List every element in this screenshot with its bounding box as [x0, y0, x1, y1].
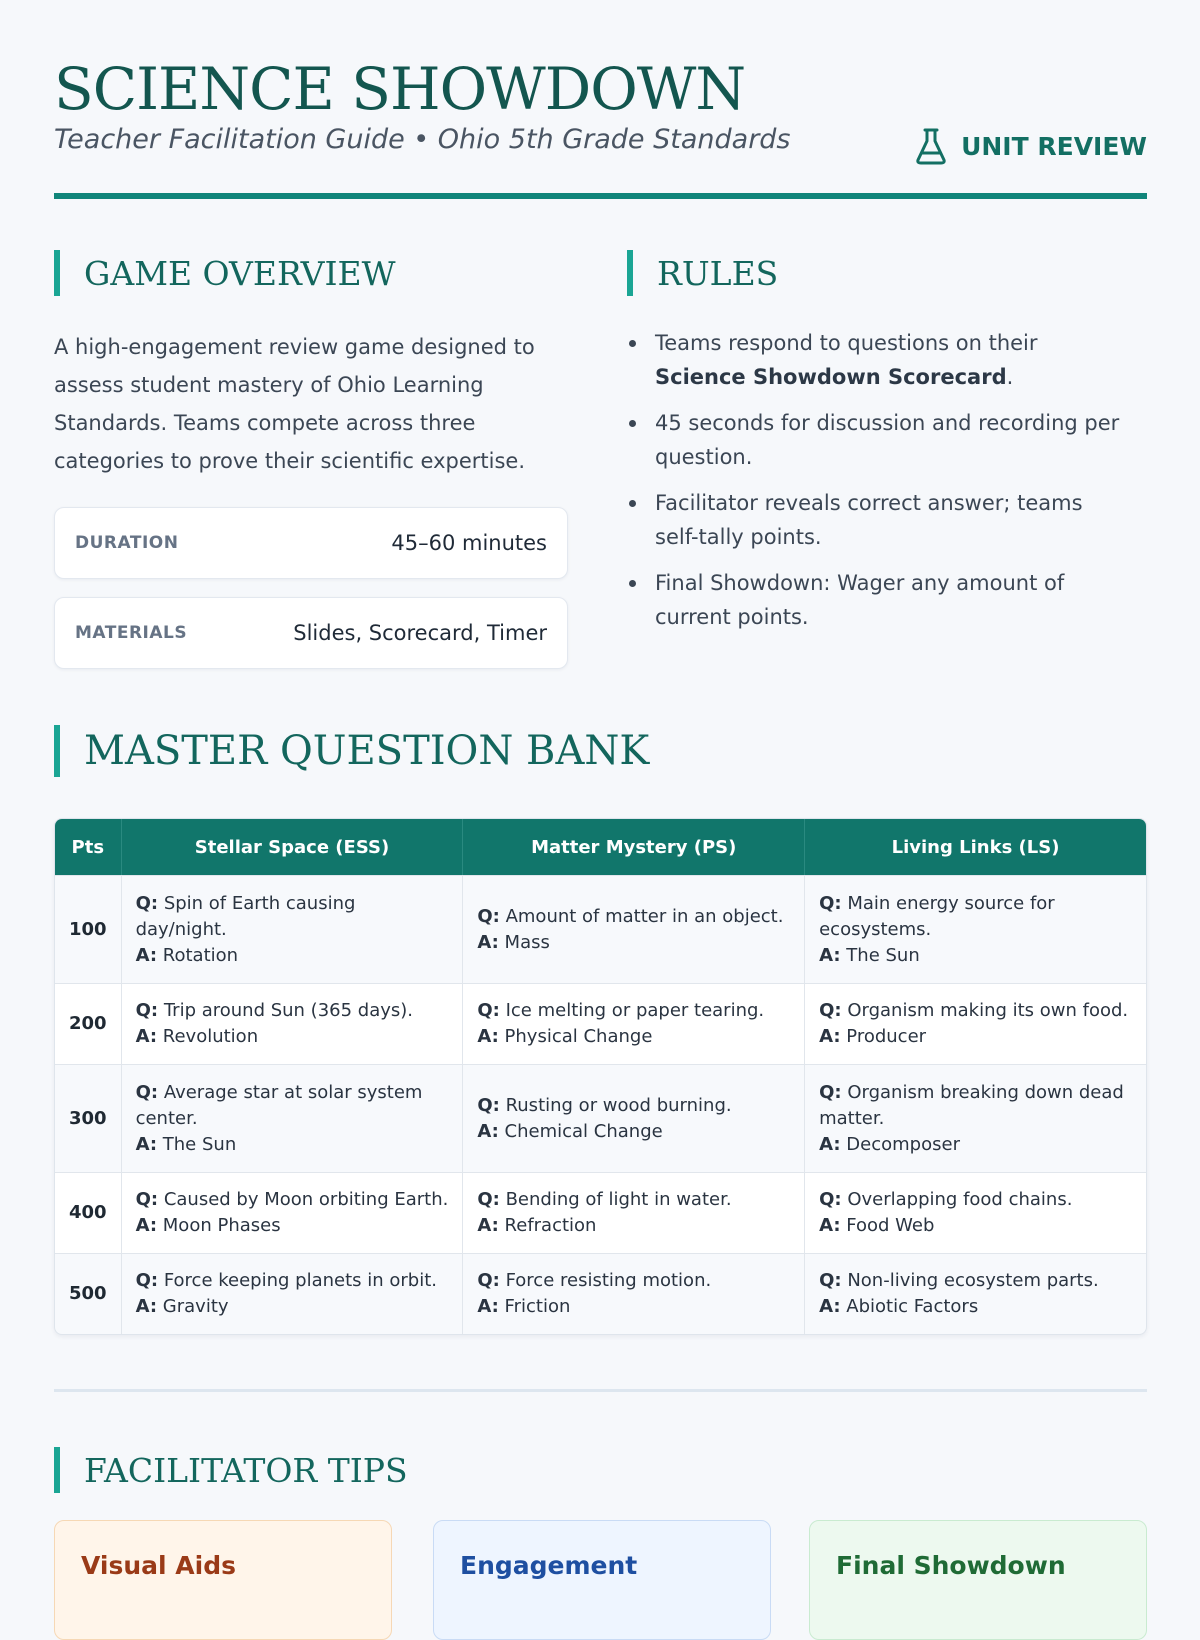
section-divider: [54, 1389, 1147, 1392]
materials-card: [54, 597, 568, 669]
duration-card: [54, 507, 568, 579]
tip-title: Engagement: [460, 1551, 638, 1580]
materials-label: MATERIALS: [75, 623, 188, 643]
question-cell: Q: Average star at solar system center. A: The Sun: [122, 1064, 464, 1172]
unit-review-label: UNIT REVIEW: [961, 131, 1147, 161]
rule-item: Facilitator reveals correct answer; teams self-tally points.: [627, 486, 1127, 554]
question-cell: Q: Spin of Earth causing day/night. A: Rotation: [122, 875, 464, 983]
question-cell: Q: Amount of matter in an object. A: Mass: [463, 875, 805, 983]
tip-card-visual-aids: [54, 1520, 392, 1640]
guide-page: [54, 0, 1147, 1600]
question-cell: Q: Force keeping planets in orbit. A: Gravity: [122, 1253, 464, 1334]
column-header-pts: Pts: [55, 819, 122, 875]
points-cell: 200: [55, 983, 122, 1064]
question-cell: Q: Main energy source for ecosystems. A: The Sun: [805, 875, 1146, 983]
column-header-ls: Living Links (LS): [805, 819, 1146, 875]
tip-title: Final Showdown: [836, 1551, 1066, 1580]
rules-list: [627, 326, 1127, 646]
question-bank-heading: MASTER QUESTION BANK: [54, 725, 649, 777]
points-cell: 100: [55, 875, 122, 983]
page-title: SCIENCE SHOWDOWN: [54, 55, 746, 123]
table-row: [55, 983, 1146, 1064]
duration-value: 45–60 minutes: [391, 531, 547, 555]
table-row: [55, 1253, 1146, 1334]
duration-label: DURATION: [75, 533, 179, 553]
flask-icon: [915, 127, 947, 165]
tips-heading: FACILITATOR TIPS: [54, 1447, 408, 1493]
table-header-row: [55, 819, 1146, 875]
tip-card-engagement: [433, 1520, 771, 1640]
question-cell: Q: Organism breaking down dead matter. A: Decomposer: [805, 1064, 1146, 1172]
question-cell: Q: Overlapping food chains. A: Food Web: [805, 1172, 1146, 1253]
header-divider: [54, 193, 1147, 199]
tip-card-final-showdown: [809, 1520, 1147, 1640]
question-cell: Q: Trip around Sun (365 days). A: Revolution: [122, 983, 464, 1064]
table-row: [55, 1064, 1146, 1172]
question-cell: Q: Caused by Moon orbiting Earth. A: Moon Phases: [122, 1172, 464, 1253]
column-header-ps: Matter Mystery (PS): [463, 819, 805, 875]
overview-heading: GAME OVERVIEW: [54, 250, 396, 296]
question-cell: Q: Force resisting motion. A: Friction: [463, 1253, 805, 1334]
question-cell: Q: Bending of light in water. A: Refraction: [463, 1172, 805, 1253]
question-cell: Q: Organism making its own food. A: Producer: [805, 983, 1146, 1064]
points-cell: 500: [55, 1253, 122, 1334]
materials-value: Slides, Scorecard, Timer: [293, 621, 547, 645]
table-row: [55, 875, 1146, 983]
column-header-ess: Stellar Space (ESS): [122, 819, 464, 875]
question-cell: Q: Non-living ecosystem parts. A: Abiotic Factors: [805, 1253, 1146, 1334]
rule-item: 45 seconds for discussion and recording per question.: [627, 406, 1127, 474]
question-cell: Q: Rusting or wood burning. A: Chemical Change: [463, 1064, 805, 1172]
rules-heading: RULES: [627, 250, 778, 296]
tip-title: Visual Aids: [81, 1551, 236, 1580]
points-cell: 300: [55, 1064, 122, 1172]
table-row: [55, 1172, 1146, 1253]
rule-item: Teams respond to questions on their Science Showdown Scorecard.: [627, 326, 1127, 394]
overview-text: A high-engagement review game designed to assess student mastery of Ohio Learning Standards. Teams compete across three categories to prove their scientific expertise.: [54, 335, 535, 473]
page-subtitle: Teacher Facilitation Guide • Ohio 5th Grade Standards: [54, 124, 791, 155]
points-cell: 400: [55, 1172, 122, 1253]
rule-item: Final Showdown: Wager any amount of current points.: [627, 566, 1127, 634]
question-cell: Q: Ice melting or paper tearing. A: Physical Change: [463, 983, 805, 1064]
question-bank-table: [54, 818, 1147, 1335]
unit-review-badge: [915, 126, 1147, 166]
